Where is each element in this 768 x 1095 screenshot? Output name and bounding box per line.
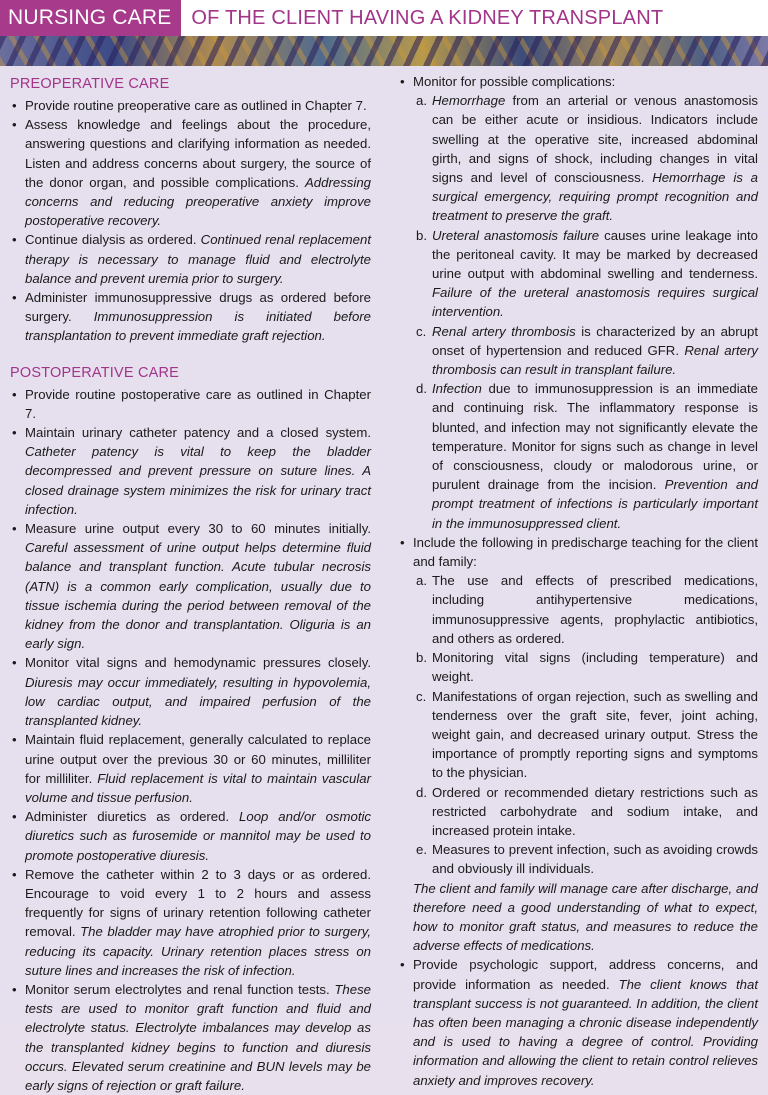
- complication-text: from an arterial or venous anastomosis can be either acute or insidious. Indicators include swelling at the operative site, increased abdominal girth, and signs of shock, including changes in vital signs and level of consciousness.: [432, 93, 758, 186]
- item-letter: d.: [416, 381, 427, 397]
- preoperative-heading: PREOPERATIVE CARE: [10, 76, 170, 92]
- complications-item: [398, 72, 758, 533]
- postop-item-rationale: Careful assessment of urine output helps determine fluid balance and transplant function. Acute tubular necrosis (ATN) is a common early complication, usually due to tissue ischemia during the period between removal of the kidney from the donor and transplantation. Oliguria is an early sign.: [25, 540, 371, 652]
- postop-item-text: Provide routine postoperative care as outlined in Chapter 7.: [25, 386, 371, 421]
- preop-item: [10, 230, 371, 288]
- item-letter: d.: [416, 784, 427, 800]
- decorative-banner: [0, 36, 768, 66]
- teaching-text: Ordered or recommended dietary restrictions such as restricted carbohydrate and sodium intake, and increased protein intake.: [432, 784, 758, 838]
- postop-item: [10, 807, 371, 865]
- right-list: [398, 72, 758, 1090]
- postop-item-text: Maintain urinary catheter patency and a closed system.: [25, 425, 371, 441]
- section-tag: NURSING CARE: [0, 0, 181, 36]
- teaching-subitem: [413, 571, 758, 648]
- complication-term: Infection: [432, 381, 482, 397]
- postop-item: [10, 519, 371, 653]
- complication-term: Renal artery thrombosis: [432, 323, 576, 339]
- postop-item-rationale: The bladder may have atrophied prior to surgery, reducing its capacity. Urinary retention places stress on suture lines and increases the risk of infection.: [25, 924, 371, 978]
- postop-item: [10, 385, 371, 423]
- teaching-subitem: [413, 783, 758, 841]
- page-title: OF THE CLIENT HAVING A KIDNEY TRANSPLANT: [191, 7, 664, 29]
- postop-item-text: Measure urine output every 30 to 60 minutes initially.: [25, 521, 371, 537]
- teaching-list: [413, 571, 758, 878]
- complication-item: [413, 322, 758, 380]
- item-letter: a.: [416, 93, 427, 109]
- preop-item-text: Continue dialysis as ordered.: [25, 232, 197, 248]
- teaching-text: The use and effects of prescribed medications, including antihypertensive medications, immunosuppressive agents, prophylactic antibiotics, and others as ordered.: [432, 573, 758, 646]
- item-letter: a.: [416, 573, 427, 589]
- teaching-text: Manifestations of organ rejection, such as swelling and tenderness over the graft site, fever, joint aching, weight gain, and decreased urinary output. Stress the importance of promptly reporting signs and symptoms to the physician.: [432, 688, 758, 781]
- preop-item: [10, 115, 371, 230]
- item-letter: c.: [416, 688, 427, 704]
- complication-rationale: Hemorrhage is a surgical emergency, requiring prompt recognition and treatment to preserve the graft.: [432, 170, 759, 224]
- postop-item-rationale: Loop and/or osmotic diuretics such as furosemide or mannitol may be used to promote postoperative diuresis.: [25, 809, 372, 863]
- postop-item-text: Maintain fluid replacement, generally calculated to replace urine output over the previous 30 or 60 minutes, milliliter for milliliter.: [25, 732, 371, 786]
- complication-item: [413, 91, 758, 225]
- complication-rationale: Failure of the ureteral anastomosis requires surgical intervention.: [432, 285, 758, 320]
- postop-item-rationale: These tests are used to monitor graft function and fluid and electrolyte status. Electrolyte imbalances may develop as the transplanted kidney begins to function and diuresis occurs. Elevated serum creatinine and BUN levels may be early signs of rejection or graft failure.: [25, 981, 371, 1093]
- item-letter: b.: [416, 650, 427, 666]
- postop-item: [10, 980, 371, 1095]
- preop-item-rationale: Continued renal replacement therapy is necessary to manage fluid and electrolyte balance and prevent uremia prior to surgery.: [25, 232, 371, 286]
- complication-text: is characterized by an abrupt onset of hypertension and reduced GFR.: [432, 323, 758, 358]
- preop-item-rationale: Immunosuppression is initiated before transplantation to prevent immediate graft rejection.: [25, 309, 372, 344]
- postop-item-rationale: Catheter patency is vital to keep the bladder decompressed and prevent pressure on suture lines. A closed drainage system minimizes the risk for urinary tract infection.: [25, 444, 371, 517]
- preop-item: [10, 288, 371, 346]
- complication-item: [413, 379, 758, 533]
- preop-item-text: Assess knowledge and feelings about the procedure, answering questions and clarifying information as needed. Listen and address concerns about surgery, the source of the donor organ, and possible complications.: [25, 117, 371, 190]
- support-item: [398, 955, 758, 1089]
- item-letter: c.: [416, 323, 427, 339]
- postoperative-list: [10, 385, 371, 1095]
- item-letter: e.: [416, 842, 427, 858]
- preoperative-list: [10, 96, 371, 346]
- teaching-note: The client and family will manage care after discharge, and therefore need a good understanding of what to expect, how to monitor graft status, and measures to reduce the adverse effects of medications.: [413, 880, 758, 954]
- complications-intro: Monitor for possible complications:: [413, 74, 616, 89]
- preop-item-text: Provide routine preoperative care as outlined in Chapter 7.: [25, 98, 367, 113]
- preop-item-text: Administer immunosuppressive drugs as ordered before surgery.: [25, 290, 371, 325]
- preop-item: [10, 96, 371, 115]
- complication-rationale: Renal artery thrombosis can result in transplant failure.: [432, 342, 758, 378]
- teaching-item: [398, 533, 758, 955]
- postoperative-heading: POSTOPERATIVE CARE: [10, 364, 180, 381]
- postop-item-text: Remove the catheter within 2 to 3 days or as ordered. Encourage to void every 1 to 2 hours and assess frequently for signs of urinary retention following catheter removal.: [25, 866, 371, 940]
- preop-item-rationale: Addressing concerns and reducing preoperative anxiety improve postoperative recovery.: [25, 174, 371, 229]
- postop-item: [10, 423, 371, 519]
- complication-term: Hemorrhage: [432, 93, 506, 109]
- postop-item: [10, 865, 371, 980]
- complications-list: [413, 91, 758, 533]
- teaching-subitem: [413, 648, 758, 686]
- postop-item: [10, 653, 371, 730]
- complication-text: due to immunosuppression is an immediate and continuing risk. The inflammatory response is blunted, and infection may not significantly elevate the temperature. Monitor for signs such as change in level of consciousness, cloudy or malodorous urine, or purulent drainage from the incision.: [432, 381, 758, 493]
- postop-item-rationale: Diuresis may occur immediately, resulting in hypovolemia, low cardiac output, and impaired perfusion of the transplanted kidney.: [25, 674, 371, 729]
- right-column: [398, 72, 758, 1090]
- teaching-subitem: [413, 840, 758, 878]
- complication-rationale: Prevention and prompt treatment of infections is particularly important in the immunosuppressed client.: [432, 477, 758, 531]
- teaching-subitem: [413, 687, 758, 783]
- postop-item-rationale: Fluid replacement is vital to maintain vascular volume and tissue perfusion.: [25, 770, 371, 805]
- postop-item: [10, 730, 371, 807]
- postop-item-text: Monitor vital signs and hemodynamic pressures closely.: [25, 655, 371, 671]
- complication-item: [413, 226, 758, 322]
- support-rationale: The client knows that transplant success is not guaranteed. In addition, the client has often been managing a chronic disease independently and is used to having a degree of control. Providing information and allowing the client to retain control relieves anxiety and improves recovery.: [413, 976, 758, 1088]
- postop-item-text: Administer diuretics as ordered.: [25, 809, 230, 825]
- teaching-intro: Include the following in predischarge teaching for the client and family:: [413, 534, 758, 570]
- header-bar: [0, 0, 768, 36]
- complication-term: Ureteral anastomosis failure: [432, 227, 600, 243]
- item-letter: b.: [416, 227, 427, 243]
- complication-text: causes urine leakage into the peritoneal cavity. It may be marked by decreased urine output with abdominal swelling and tenderness.: [432, 227, 758, 282]
- support-text: Provide psychologic support, address concerns, and provide information as needed.: [413, 957, 758, 992]
- postop-item-text: Monitor serum electrolytes and renal function tests.: [25, 981, 330, 997]
- teaching-text: Monitoring vital signs (including temperature) and weight.: [432, 650, 758, 685]
- left-column: [10, 72, 371, 1095]
- teaching-text: Measures to prevent infection, such as avoiding crowds and obviously ill individuals.: [432, 842, 758, 877]
